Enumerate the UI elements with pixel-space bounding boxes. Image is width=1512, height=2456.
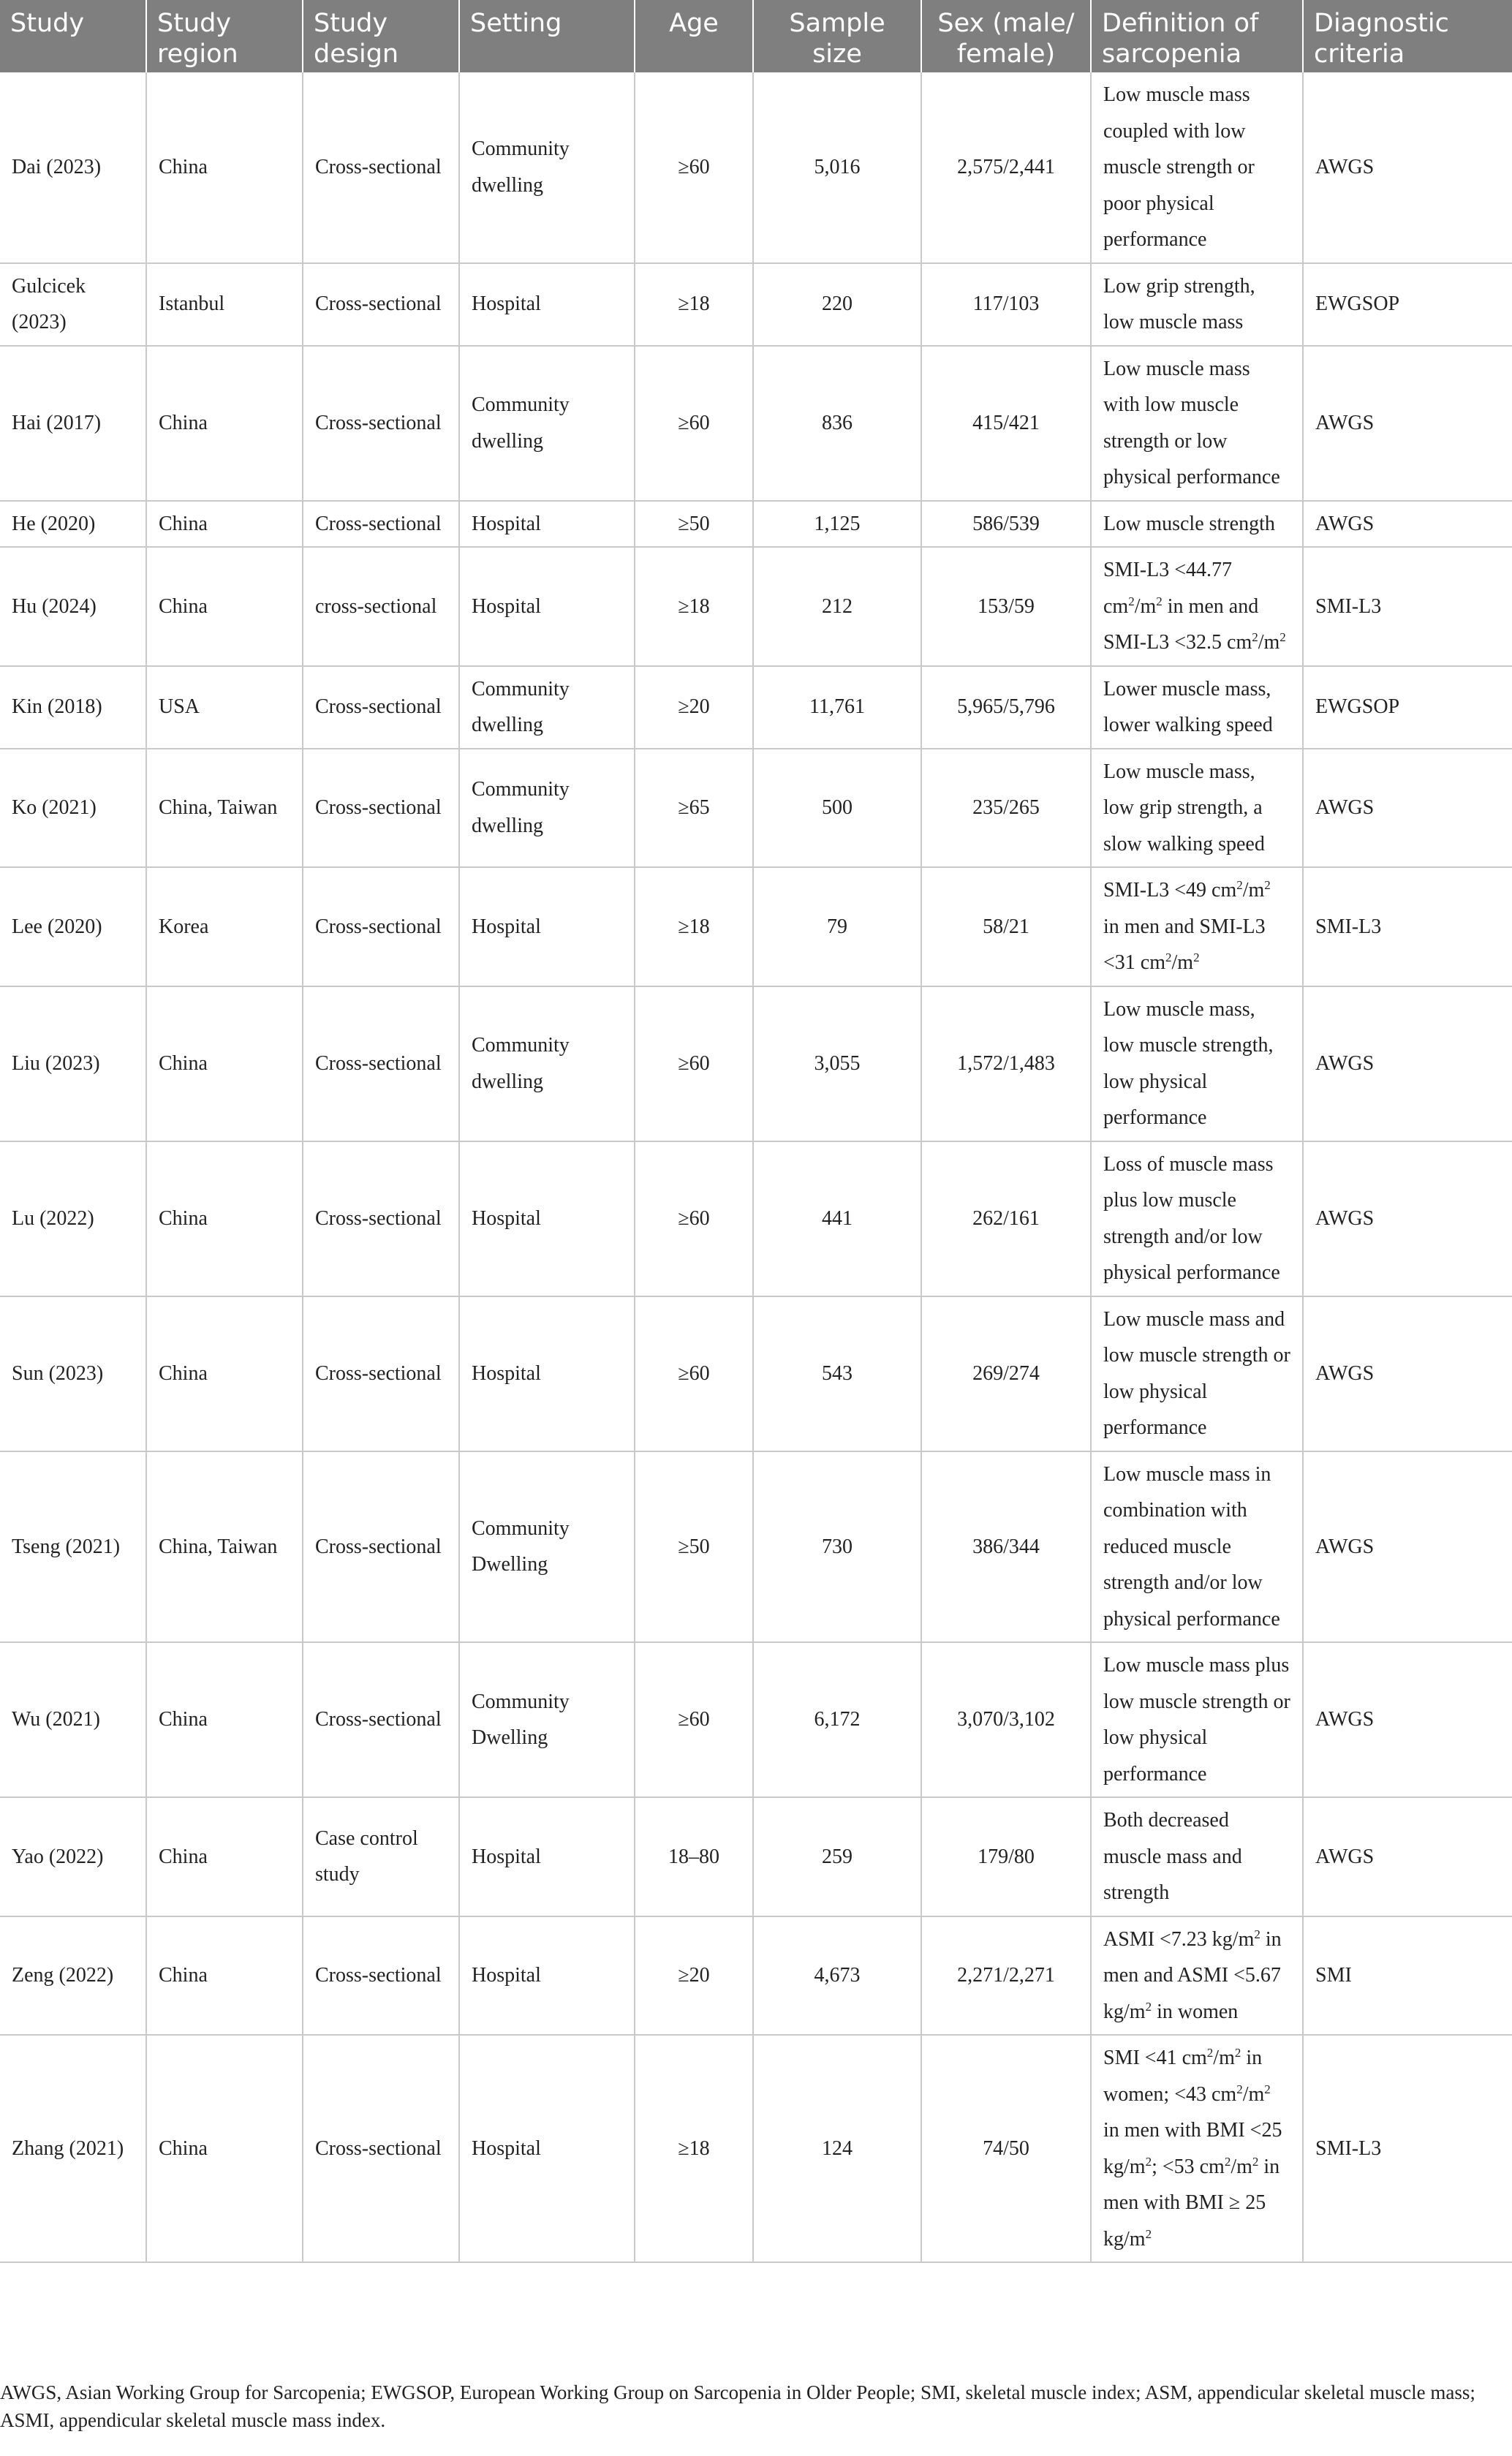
cell-age: ≥60 xyxy=(635,346,753,501)
cell-age: ≥18 xyxy=(635,263,753,346)
cell-design: Cross-sectional xyxy=(303,867,459,986)
cell-setting: Community dwelling xyxy=(459,346,635,501)
cell-sample-size: 836 xyxy=(753,346,921,501)
table-row xyxy=(0,1296,1512,1451)
cell-region: China xyxy=(146,547,303,666)
table-footnote: AWGS, Asian Working Group for Sarcopenia; EWGSOP, European Working Group on Sarcopenia in Older People; SMI, skeletal muscle index; ASM, appendicular skeletal muscle mass; ASMI, appendicular skeletal muscle mass index. xyxy=(0,2381,1475,2431)
cell-age: ≥65 xyxy=(635,749,753,868)
cell-study: Wu (2021) xyxy=(0,1642,146,1797)
table-body xyxy=(0,72,1512,2262)
cell-sample-size: 11,761 xyxy=(753,666,921,749)
table-row xyxy=(0,749,1512,868)
cell-diagnostic-criteria: EWGSOP xyxy=(1303,263,1512,346)
cell-age: ≥50 xyxy=(635,501,753,548)
cell-region: China xyxy=(146,986,303,1141)
table-row xyxy=(0,1916,1512,2036)
cell-sex: 415/421 xyxy=(921,346,1091,501)
cell-diagnostic-criteria: SMI xyxy=(1303,1916,1512,2036)
cell-diagnostic-criteria: SMI-L3 xyxy=(1303,2035,1512,2262)
cell-study: Hu (2024) xyxy=(0,547,146,666)
cell-diagnostic-criteria: AWGS xyxy=(1303,72,1512,263)
cell-age: ≥60 xyxy=(635,72,753,263)
cell-study: Dai (2023) xyxy=(0,72,146,263)
cell-design: Cross-sectional xyxy=(303,501,459,548)
cell-region: China xyxy=(146,501,303,548)
cell-definition: Low muscle mass in combination with reduced muscle strength and/or low physical performance xyxy=(1091,1451,1303,1643)
cell-diagnostic-criteria: AWGS xyxy=(1303,1642,1512,1797)
table-row xyxy=(0,1141,1512,1296)
header-row xyxy=(0,0,1512,72)
table-row xyxy=(0,72,1512,263)
table-row xyxy=(0,346,1512,501)
cell-age: ≥20 xyxy=(635,666,753,749)
table-header xyxy=(0,0,1512,72)
header-study-design: Study design xyxy=(303,0,459,72)
cell-design: cross-sectional xyxy=(303,547,459,666)
cell-diagnostic-criteria: AWGS xyxy=(1303,1451,1512,1643)
cell-design: Cross-sectional xyxy=(303,263,459,346)
cell-sex: 2,575/2,441 xyxy=(921,72,1091,263)
cell-design: Cross-sectional xyxy=(303,749,459,868)
cell-definition: Loss of muscle mass plus low muscle strength and/or low physical performance xyxy=(1091,1141,1303,1296)
cell-region: China xyxy=(146,2035,303,2262)
cell-sample-size: 212 xyxy=(753,547,921,666)
table-row xyxy=(0,867,1512,986)
cell-region: China xyxy=(146,1642,303,1797)
cell-diagnostic-criteria: SMI-L3 xyxy=(1303,867,1512,986)
cell-study: Sun (2023) xyxy=(0,1296,146,1451)
table-row xyxy=(0,263,1512,346)
cell-age: ≥18 xyxy=(635,2035,753,2262)
cell-age: ≥60 xyxy=(635,1642,753,1797)
cell-region: China xyxy=(146,346,303,501)
cell-definition: Low muscle mass coupled with low muscle strength or poor physical performance xyxy=(1091,72,1303,263)
cell-design: Cross-sectional xyxy=(303,1451,459,1643)
cell-definition: SMI <41 $cm^2/m^2$ in women; <43 $cm^2/m^2$ in men with BMI <25 $kg/m^2$; <53 $cm^2/m^2$ in men with BMI ≥ 25 $kg/m^2$ xyxy=(1091,2035,1303,2262)
cell-design: Cross-sectional xyxy=(303,1642,459,1797)
cell-study: Gulcicek (2023) xyxy=(0,263,146,346)
cell-age: ≥20 xyxy=(635,1916,753,2036)
cell-definition: SMI-L3 <44.77 $cm^2/m^2$ in men and SMI-L3 <32.5 $cm^2/m^2$ xyxy=(1091,547,1303,666)
cell-sample-size: 3,055 xyxy=(753,986,921,1141)
cell-age: ≥60 xyxy=(635,1296,753,1451)
cell-setting: Community dwelling xyxy=(459,72,635,263)
cell-study: Yao (2022) xyxy=(0,1797,146,1916)
cell-sample-size: 259 xyxy=(753,1797,921,1916)
cell-sex: 179/80 xyxy=(921,1797,1091,1916)
cell-definition: ASMI <7.23 $kg/m^2$ in men and ASMI <5.67 $kg/m^2$ in women xyxy=(1091,1916,1303,2036)
table-row xyxy=(0,986,1512,1141)
cell-sample-size: 4,673 xyxy=(753,1916,921,2036)
cell-setting: Hospital xyxy=(459,263,635,346)
cell-sex: 74/50 xyxy=(921,2035,1091,2262)
cell-study: Hai (2017) xyxy=(0,346,146,501)
cell-sex: 58/21 xyxy=(921,867,1091,986)
cell-diagnostic-criteria: AWGS xyxy=(1303,1797,1512,1916)
cell-age: ≥18 xyxy=(635,547,753,666)
cell-setting: Hospital xyxy=(459,2035,635,2262)
header-diagnostic-criteria: Diagnostic criteria xyxy=(1303,0,1512,72)
cell-region: China, Taiwan xyxy=(146,1451,303,1643)
cell-diagnostic-criteria: AWGS xyxy=(1303,749,1512,868)
cell-sex: 5,965/5,796 xyxy=(921,666,1091,749)
cell-design: Cross-sectional xyxy=(303,666,459,749)
cell-study: Liu (2023) xyxy=(0,986,146,1141)
cell-setting: Hospital xyxy=(459,547,635,666)
cell-diagnostic-criteria: AWGS xyxy=(1303,501,1512,548)
cell-sample-size: 79 xyxy=(753,867,921,986)
header-definition: Definition of sarcopenia xyxy=(1091,0,1303,72)
cell-definition: Low muscle mass and low muscle strength or low physical performance xyxy=(1091,1296,1303,1451)
cell-sample-size: 500 xyxy=(753,749,921,868)
cell-definition: Low muscle mass, low grip strength, a slow walking speed xyxy=(1091,749,1303,868)
cell-sample-size: 1,125 xyxy=(753,501,921,548)
cell-sex: 153/59 xyxy=(921,547,1091,666)
cell-design: Cross-sectional xyxy=(303,1141,459,1296)
cell-region: China xyxy=(146,1296,303,1451)
cell-design: Cross-sectional xyxy=(303,72,459,263)
cell-sample-size: 730 xyxy=(753,1451,921,1643)
cell-setting: Hospital xyxy=(459,1916,635,2036)
cell-sex: 269/274 xyxy=(921,1296,1091,1451)
cell-setting: Hospital xyxy=(459,1296,635,1451)
cell-age: ≥18 xyxy=(635,867,753,986)
header-setting: Setting xyxy=(459,0,635,72)
cell-sample-size: 441 xyxy=(753,1141,921,1296)
cell-diagnostic-criteria: AWGS xyxy=(1303,986,1512,1141)
cell-definition: Low muscle mass plus low muscle strength or low physical performance xyxy=(1091,1642,1303,1797)
cell-design: Cross-sectional xyxy=(303,346,459,501)
cell-setting: Hospital xyxy=(459,1141,635,1296)
cell-setting: Community dwelling xyxy=(459,749,635,868)
cell-sex: 1,572/1,483 xyxy=(921,986,1091,1141)
header-sample-size: Sample size xyxy=(753,0,921,72)
cell-region: China xyxy=(146,1916,303,2036)
table-row xyxy=(0,1451,1512,1643)
table-row xyxy=(0,666,1512,749)
cell-study: Lu (2022) xyxy=(0,1141,146,1296)
cell-study: Kin (2018) xyxy=(0,666,146,749)
cell-study: Ko (2021) xyxy=(0,749,146,868)
cell-design: Cross-sectional xyxy=(303,986,459,1141)
cell-sample-size: 5,016 xyxy=(753,72,921,263)
cell-design: Cross-sectional xyxy=(303,1916,459,2036)
cell-definition: Low muscle mass, low muscle strength, low physical performance xyxy=(1091,986,1303,1141)
table-row xyxy=(0,547,1512,666)
cell-sex: 586/539 xyxy=(921,501,1091,548)
cell-sample-size: 543 xyxy=(753,1296,921,1451)
cell-diagnostic-criteria: AWGS xyxy=(1303,1296,1512,1451)
header-sex: Sex (male/ female) xyxy=(921,0,1091,72)
cell-study: Zeng (2022) xyxy=(0,1916,146,2036)
cell-setting: Hospital xyxy=(459,501,635,548)
cell-age: ≥60 xyxy=(635,986,753,1141)
cell-age: ≥60 xyxy=(635,1141,753,1296)
cell-sample-size: 220 xyxy=(753,263,921,346)
cell-study: Lee (2020) xyxy=(0,867,146,986)
cell-region: Istanbul xyxy=(146,263,303,346)
cell-region: China, Taiwan xyxy=(146,749,303,868)
table-row xyxy=(0,2035,1512,2262)
header-study-region: Study region xyxy=(146,0,303,72)
cell-sex: 386/344 xyxy=(921,1451,1091,1643)
cell-diagnostic-criteria: EWGSOP xyxy=(1303,666,1512,749)
table-row xyxy=(0,501,1512,548)
cell-design: Cross-sectional xyxy=(303,1296,459,1451)
cell-diagnostic-criteria: AWGS xyxy=(1303,1141,1512,1296)
cell-sample-size: 124 xyxy=(753,2035,921,2262)
cell-setting: Community Dwelling xyxy=(459,1642,635,1797)
cell-age: ≥50 xyxy=(635,1451,753,1643)
cell-study: Zhang (2021) xyxy=(0,2035,146,2262)
cell-age: 18–80 xyxy=(635,1797,753,1916)
cell-setting: Hospital xyxy=(459,1797,635,1916)
cell-study: He (2020) xyxy=(0,501,146,548)
cell-definition: Low grip strength, low muscle mass xyxy=(1091,263,1303,346)
cell-definition: Both decreased muscle mass and strength xyxy=(1091,1797,1303,1916)
cell-setting: Hospital xyxy=(459,867,635,986)
cell-setting: Community Dwelling xyxy=(459,1451,635,1643)
cell-definition: Lower muscle mass, lower walking speed xyxy=(1091,666,1303,749)
cell-design: Cross-sectional xyxy=(303,2035,459,2262)
cell-region: China xyxy=(146,72,303,263)
cell-setting: Community dwelling xyxy=(459,986,635,1141)
header-age: Age xyxy=(635,0,753,72)
cell-region: USA xyxy=(146,666,303,749)
cell-region: China xyxy=(146,1141,303,1296)
cell-region: Korea xyxy=(146,867,303,986)
cell-design: Case control study xyxy=(303,1797,459,1916)
cell-definition: Low muscle mass with low muscle strength or low physical performance xyxy=(1091,346,1303,501)
cell-sex: 2,271/2,271 xyxy=(921,1916,1091,2036)
cell-diagnostic-criteria: AWGS xyxy=(1303,346,1512,501)
cell-study: Tseng (2021) xyxy=(0,1451,146,1643)
cell-definition: SMI-L3 <49 $cm^2/m^2$ in men and SMI-L3 <31 $cm^2/m^2$ xyxy=(1091,867,1303,986)
cell-diagnostic-criteria: SMI-L3 xyxy=(1303,547,1512,666)
cell-sex: 117/103 xyxy=(921,263,1091,346)
cell-region: China xyxy=(146,1797,303,1916)
cell-sample-size: 6,172 xyxy=(753,1642,921,1797)
cell-sex: 235/265 xyxy=(921,749,1091,868)
cell-sex: 3,070/3,102 xyxy=(921,1642,1091,1797)
cell-setting: Community dwelling xyxy=(459,666,635,749)
table-row xyxy=(0,1642,1512,1797)
table-row xyxy=(0,1797,1512,1916)
header-study: Study xyxy=(0,0,146,72)
cell-definition: Low muscle strength xyxy=(1091,501,1303,548)
cell-sex: 262/161 xyxy=(921,1141,1091,1296)
